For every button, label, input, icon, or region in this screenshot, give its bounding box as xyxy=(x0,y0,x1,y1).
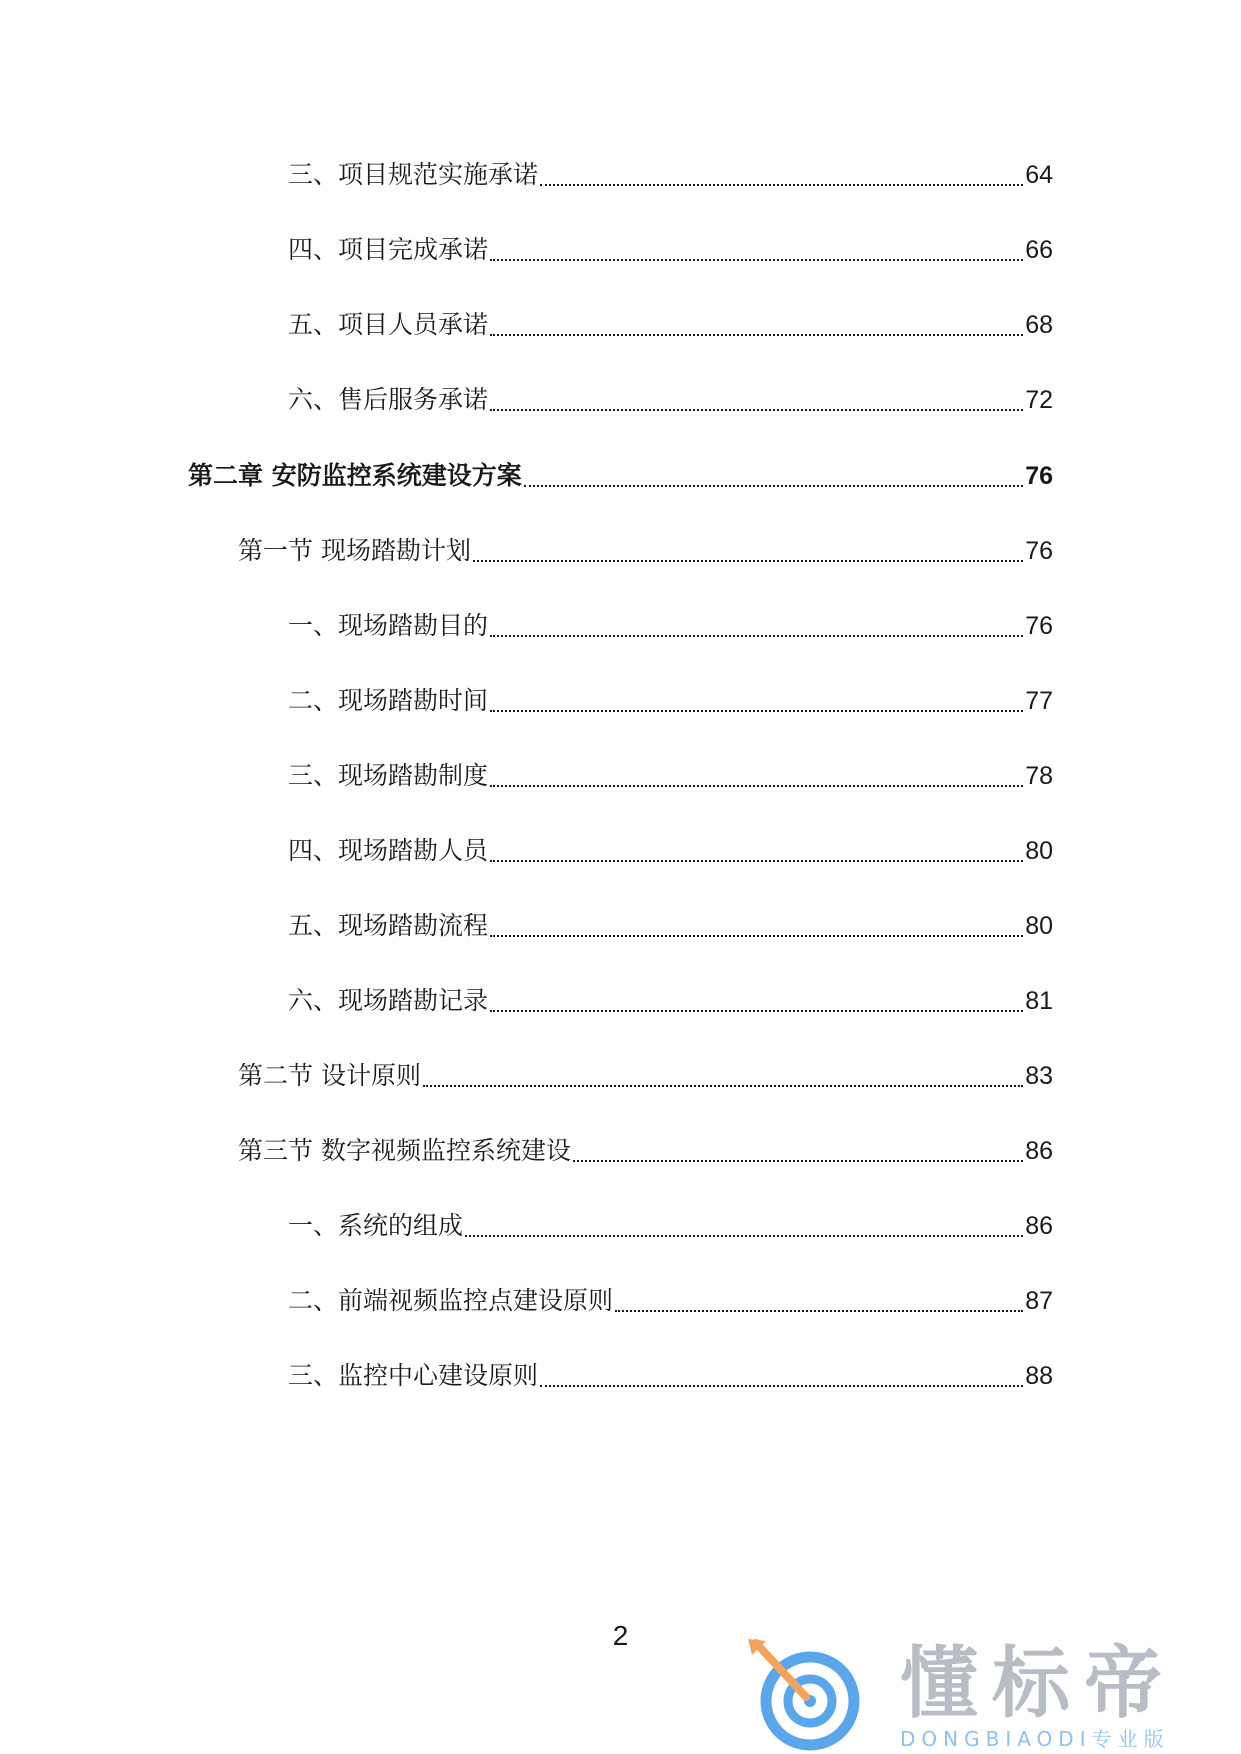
toc-dot-leader xyxy=(490,860,1023,862)
toc-dot-leader xyxy=(423,1085,1023,1087)
toc-entry-title: 五、项目人员承诺 xyxy=(288,310,489,339)
toc-entry[interactable] xyxy=(288,1209,1053,1243)
toc-entry-page: 76 xyxy=(1025,537,1053,565)
toc-entry-page: 81 xyxy=(1025,987,1053,1015)
toc-chapter-entry[interactable] xyxy=(188,459,1053,493)
toc-dot-leader xyxy=(573,1160,1023,1162)
toc-dot-leader xyxy=(490,710,1023,712)
toc-entry[interactable] xyxy=(288,984,1053,1018)
toc-entry[interactable] xyxy=(288,383,1053,417)
toc-entry-page: 78 xyxy=(1025,762,1053,790)
toc-entry[interactable] xyxy=(288,759,1053,793)
toc-entry-title: 一、现场踏勘目的 xyxy=(288,611,489,640)
toc-entry-title: 二、现场踏勘时间 xyxy=(288,686,489,715)
brand-name: 懂标帝 xyxy=(900,1639,1177,1729)
toc-dot-leader xyxy=(490,635,1023,637)
toc-section-entry[interactable] xyxy=(238,1059,1053,1093)
toc-entry-page: 87 xyxy=(1025,1287,1053,1315)
toc-entry-page: 80 xyxy=(1025,837,1053,865)
toc-dot-leader xyxy=(615,1310,1023,1312)
toc-entry-page: 68 xyxy=(1025,311,1053,339)
toc-entry-page: 83 xyxy=(1025,1062,1053,1090)
toc-entry-title: 四、项目完成承诺 xyxy=(288,235,489,264)
toc-entry-title: 第二节 设计原则 xyxy=(238,1061,421,1090)
toc-entry[interactable] xyxy=(288,1284,1053,1318)
toc-dot-leader xyxy=(490,935,1023,937)
toc-entry-title: 第二章 安防监控系统建设方案 xyxy=(188,461,522,490)
toc-entry[interactable] xyxy=(288,1359,1053,1393)
toc-entry[interactable] xyxy=(288,233,1053,267)
toc-dot-leader xyxy=(490,409,1023,411)
toc-dot-leader xyxy=(490,785,1023,787)
toc-entry-title: 四、现场踏勘人员 xyxy=(288,836,489,865)
brand-watermark xyxy=(742,1635,1222,1754)
toc-dot-leader xyxy=(473,560,1023,562)
toc-entry-page: 66 xyxy=(1025,236,1053,264)
toc-entry[interactable] xyxy=(288,834,1053,868)
target-logo-icon xyxy=(742,1635,872,1754)
page-number: 2 xyxy=(612,1620,629,1651)
toc-entry-title: 第三节 数字视频监控系统建设 xyxy=(238,1136,571,1165)
toc-entry-page: 76 xyxy=(1025,462,1053,490)
toc-entry-title: 五、现场踏勘流程 xyxy=(288,911,489,940)
toc-entry-title: 三、现场踏勘制度 xyxy=(288,761,489,790)
toc-dot-leader xyxy=(465,1235,1023,1237)
toc-entry[interactable] xyxy=(288,609,1053,643)
toc-section-entry[interactable] xyxy=(238,1134,1053,1168)
toc-entry-title: 六、现场踏勘记录 xyxy=(288,986,489,1015)
toc-entry[interactable] xyxy=(288,308,1053,342)
toc-entry-page: 77 xyxy=(1025,687,1053,715)
brand-subtitle: DONGBIAODI专业版 xyxy=(900,1727,1170,1751)
toc-dot-leader xyxy=(490,334,1023,336)
toc-entry-page: 86 xyxy=(1025,1137,1053,1165)
toc-entry-title: 六、售后服务承诺 xyxy=(288,385,489,414)
toc-entry-page: 86 xyxy=(1025,1212,1053,1240)
toc-entry-page: 80 xyxy=(1025,912,1053,940)
toc-dot-leader xyxy=(540,184,1023,186)
toc-entry[interactable] xyxy=(288,909,1053,943)
toc-dot-leader xyxy=(524,485,1023,487)
toc-entry-page: 64 xyxy=(1025,161,1053,189)
toc-dot-leader xyxy=(490,259,1023,261)
toc-entry[interactable] xyxy=(288,684,1053,718)
toc-entry-title: 三、监控中心建设原则 xyxy=(288,1361,539,1390)
toc-entry-title: 一、系统的组成 xyxy=(288,1211,464,1240)
toc-entry[interactable] xyxy=(288,158,1053,192)
toc-entry-title: 第一节 现场踏勘计划 xyxy=(238,536,471,565)
toc-entry-title: 二、前端视频监控点建设原则 xyxy=(288,1286,614,1315)
toc-entry-page: 76 xyxy=(1025,612,1053,640)
toc-dot-leader xyxy=(540,1385,1023,1387)
toc-dot-leader xyxy=(490,1010,1023,1012)
toc-entry-page: 72 xyxy=(1025,386,1053,414)
toc-entry-page: 88 xyxy=(1025,1362,1053,1390)
toc-section-entry[interactable] xyxy=(238,534,1053,568)
toc-entry-title: 三、项目规范实施承诺 xyxy=(288,160,539,189)
